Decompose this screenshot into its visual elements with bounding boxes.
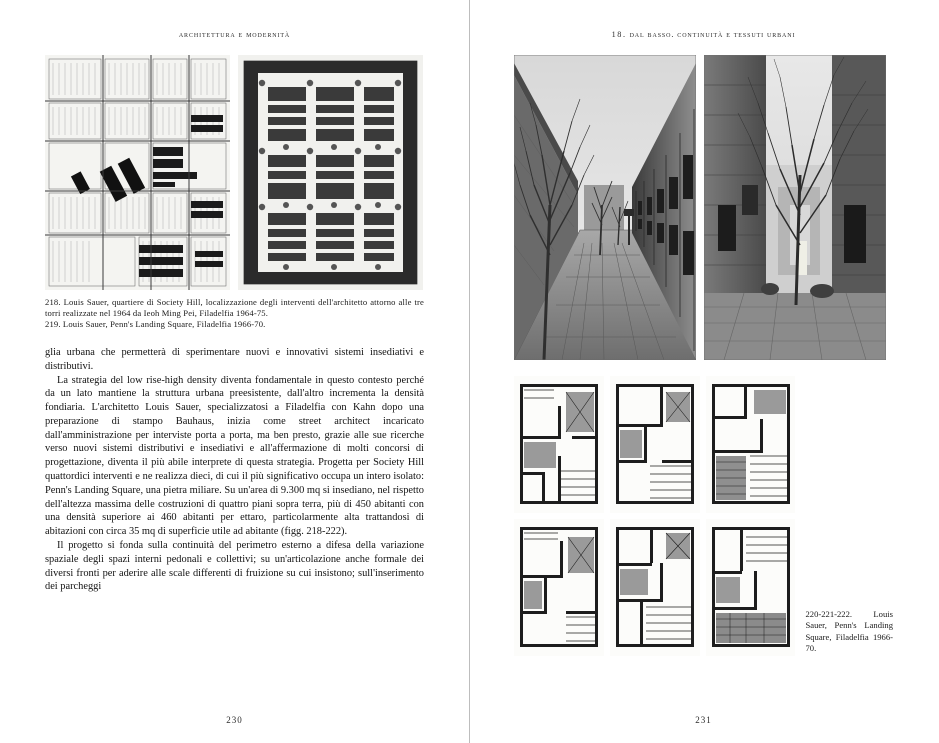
page-left xyxy=(0,0,469,743)
plan-unit-3 xyxy=(706,376,796,513)
penns-landing-square-plan xyxy=(238,55,423,290)
plan-grid xyxy=(514,376,795,656)
caption-219-text: 219. Louis Sauer, Penn's Landing Square, Filadelfia 1966-70. xyxy=(45,319,266,329)
page-right xyxy=(469,0,938,743)
caption-219 xyxy=(45,319,424,330)
chapter-number: 18. xyxy=(611,30,627,39)
caption-218 xyxy=(45,297,424,319)
plans-and-caption xyxy=(514,360,893,656)
caption-218-text: 218. Louis Sauer, quartiere di Society Hill, localizzazione degli interventi dell'architetto attorno alle tre torri realizzate nel 1964 da Ieoh Ming Pei, Filadelfia 1964-75. xyxy=(45,297,424,318)
figure-row-right xyxy=(514,55,893,360)
plan-unit-4 xyxy=(514,519,604,656)
plan-unit-6 xyxy=(706,519,796,656)
plan-unit-2 xyxy=(610,376,700,513)
running-head-left: architettura e modernità xyxy=(178,30,291,39)
figure-row-left xyxy=(45,55,424,290)
plan-unit-5 xyxy=(610,519,700,656)
paragraph-2: La strategia del low rise-high density diventa fondamentale in questo contesto perché da un lato mantiene la struttura urbana preesistente, dall'altro incrementa la densità fondiaria. L'architetto Louis Sauer, specializzatosi a Filadelfia con Kahn dopo una preparazione di stampo Bauhaus, inizia come street architect incaricato dall'amministrazione per interviste porta a porta, ma ben presto, grazie alle sue ricerche verso nuovi sistemi distributivi e insediativi e all'affermazione di molti concorsi di progettazione, diventa il più abile interprete di questa strategia. Progetta per Society Hill quattordici interventi e ne realizza dieci, di cui il più significativo occupa un intero isolato: Penn's Landing Square, una pietra miliare. Su un'area di 9.300 mq si insediano, nel rispetto dell'altezza massima delle costruzioni di quattro piani sopra terra, più di 450 abitanti con una densità superiore ai 460 abitanti per ettaro, particolarmente alta trattandosi di abitazioni con circa 35 mq di superficie utile ad abitante (figg. 218-222). xyxy=(45,374,424,538)
folio-left: 230 xyxy=(226,715,243,725)
body-text-left xyxy=(45,346,424,594)
running-head-right xyxy=(514,30,893,39)
running-head-right-text: dal basso. continuità e tessuti urbani xyxy=(629,30,796,39)
plan-unit-1 xyxy=(514,376,604,513)
folio-right: 231 xyxy=(695,715,712,725)
photo-pedestrian-alley xyxy=(514,55,696,360)
paragraph-1: glia urbana che permetterà di sperimentare nuovi e innovativi sistemi insediativi e distributivi. xyxy=(45,347,424,372)
caption-220-222: 220-221-222. Louis Sauer, Penn's Landing Square, Filadelfia 1966-70. xyxy=(805,609,893,653)
society-hill-site-plan xyxy=(45,55,230,290)
photo-courtyard-entrance xyxy=(704,55,886,360)
paragraph-3: Il progetto si fonda sulla continuità del perimetro esterno a difesa della variazione spaziale degli spazi interni pedonali e collettivi; su un'articolazione anche formale dei diversi fronti per aderire alle scale differenti di fruizione su cui insistono; sull'inserimento dei parcheggi xyxy=(45,539,424,593)
